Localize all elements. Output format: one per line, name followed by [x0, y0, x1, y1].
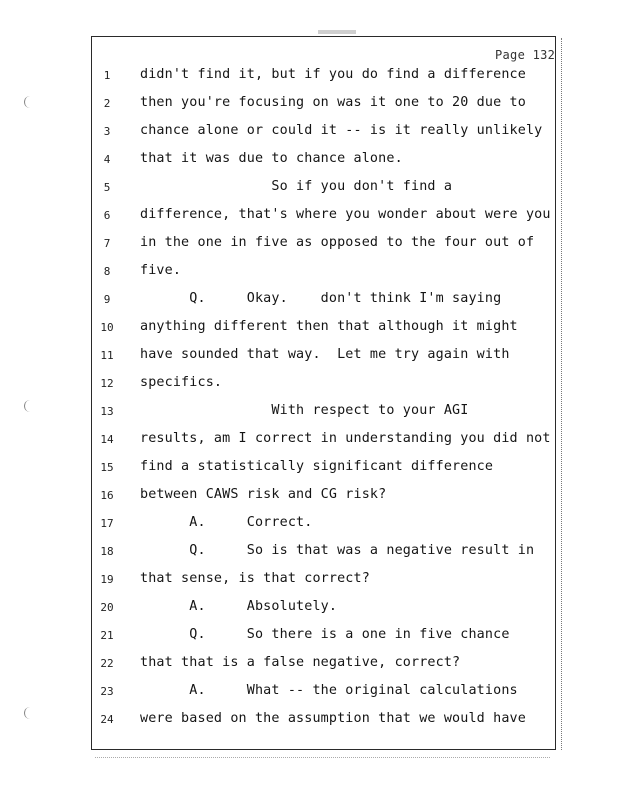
line-number: 13: [100, 405, 114, 418]
line-number: 22: [100, 657, 114, 670]
transcript-line: difference, that's where you wonder about were you: [140, 207, 551, 222]
line-number: 6: [103, 209, 111, 222]
transcript-line: that it was due to chance alone.: [140, 151, 403, 166]
scan-smudge: [318, 30, 356, 34]
transcript-line: didn't find it, but if you do find a difference: [140, 67, 526, 82]
line-number: 11: [100, 349, 114, 362]
line-number: 8: [103, 265, 111, 278]
line-number: 10: [100, 321, 114, 334]
transcript-line: between CAWS risk and CG risk?: [140, 487, 387, 502]
transcript-line: that sense, is that correct?: [140, 571, 370, 586]
line-number: 24: [100, 713, 114, 726]
line-number: 18: [100, 545, 114, 558]
transcript-line: A. Absolutely.: [140, 599, 338, 614]
transcript-line: chance alone or could it -- is it really unlikely: [140, 123, 543, 138]
transcript-line: A. What -- the original calculations: [140, 683, 518, 698]
line-number: 3: [103, 125, 111, 138]
line-number: 15: [100, 461, 114, 474]
line-number: 5: [103, 181, 111, 194]
line-number: 7: [103, 237, 111, 250]
transcript-line: then you're focusing on was it one to 20 due to: [140, 95, 526, 110]
transcript-line: Q. Okay. don't think I'm saying: [140, 291, 502, 306]
line-number: 21: [100, 629, 114, 642]
transcript-line: specifics.: [140, 375, 223, 390]
line-number: 16: [100, 489, 114, 502]
transcript-line: that that is a false negative, correct?: [140, 655, 461, 670]
transcript-line: find a statistically significant difference: [140, 459, 494, 474]
line-number: 20: [100, 601, 114, 614]
punch-hole-mark: [24, 400, 34, 412]
transcript-line: Q. So there is a one in five chance: [140, 627, 510, 642]
line-number: 12: [100, 377, 114, 390]
transcript-line: results, am I correct in understanding you did not: [140, 431, 551, 446]
scan-bottom-edge: [95, 757, 550, 759]
transcript-line: So if you don't find a: [140, 179, 453, 194]
punch-hole-mark: [24, 707, 34, 719]
line-number: 2: [103, 97, 111, 110]
line-number: 1: [103, 69, 111, 82]
line-number: 19: [100, 573, 114, 586]
transcript-line: With respect to your AGI: [140, 403, 469, 418]
transcript-line: were based on the assumption that we would have: [140, 711, 526, 726]
line-number: 14: [100, 433, 114, 446]
line-number: 4: [103, 153, 111, 166]
transcript-line: Q. So is that was a negative result in: [140, 543, 535, 558]
line-number: 23: [100, 685, 114, 698]
punch-hole-mark: [24, 96, 34, 108]
transcript-line: anything different then that although it might: [140, 319, 518, 334]
transcript-line: in the one in five as opposed to the four out of: [140, 235, 535, 250]
line-number: 9: [103, 293, 111, 306]
transcript-line: five.: [140, 263, 182, 278]
page-edge-line: [561, 38, 562, 750]
transcript-page-border: [91, 36, 556, 750]
transcript-line: A. Correct.: [140, 515, 313, 530]
line-number: 17: [100, 517, 114, 530]
page-number: Page 132: [495, 48, 556, 62]
transcript-line: have sounded that way. Let me try again with: [140, 347, 510, 362]
